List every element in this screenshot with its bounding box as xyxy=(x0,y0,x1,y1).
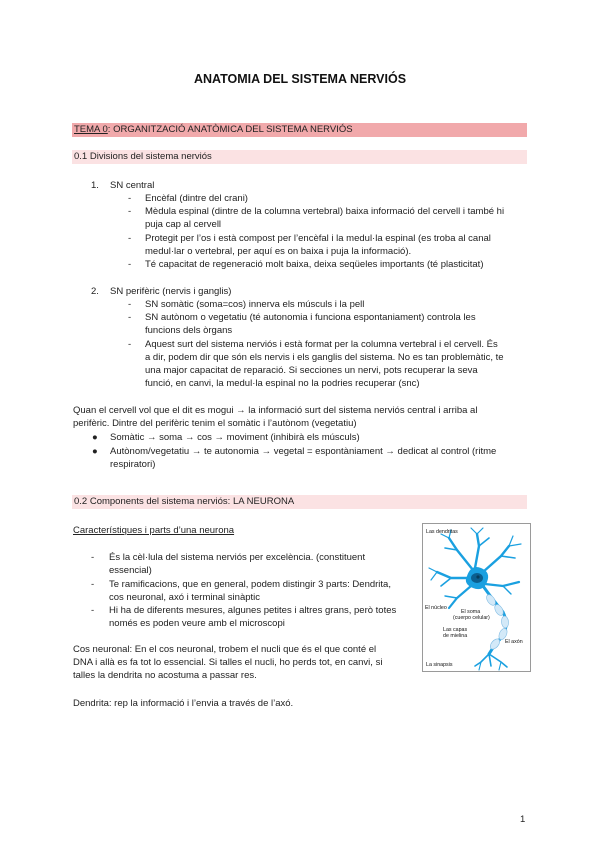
neuron-illustration xyxy=(423,524,530,671)
list1-number: 1. xyxy=(91,180,99,191)
circle-bullet-cont: respiratori) xyxy=(110,459,156,470)
paragraph-line: Quan el cervell vol que el dit es mogui → la informació surt del sistema nerviós central i arriba al xyxy=(73,405,478,416)
subsection-heading-neurona: 0.2 Components del sistema nerviós: LA NEURONA xyxy=(72,495,527,509)
label-axon: El axón xyxy=(505,639,523,645)
neuron-bullet-cont: essencial) xyxy=(109,565,152,576)
list2-bullet: Aquest surt del sistema nerviós i està format per la columna vertebral i el cervell. És xyxy=(145,339,498,350)
dash: - xyxy=(128,233,132,244)
neuron-heading: Característiques i parts d’una neurona xyxy=(73,525,235,536)
circle-bullet: Autònom/vegetatiu → te autonomia → vegetal = espontàniament → dedicat al control (ritme xyxy=(110,446,497,457)
list2-bullet-cont: a dir, podem dir que són els nervis i els ganglis del sistema. No es tan problemàtic, te xyxy=(145,352,504,363)
list2-bullet: SN somàtic (soma=cos) innerva els músculs i la pell xyxy=(145,299,365,310)
bullet-dot: ● xyxy=(92,432,98,443)
subsection-heading-divisions: 0.1 Divisions del sistema nerviós xyxy=(72,150,527,164)
dash: - xyxy=(128,312,132,323)
label-soma: El soma xyxy=(461,609,481,615)
page-title: ANATOMIA DEL SISTEMA NERVIÓS xyxy=(193,72,407,86)
label-sinapsis: La sinapsis xyxy=(426,662,453,668)
cos-neuronal-line: DNA i allà es fa tot lo essencial. Si talles el nucli, ho perds tot, en canvi, si xyxy=(73,657,383,668)
list1-bullet: Té capacitat de regeneració molt baixa, deixa seqüeles importants (té plasticitat) xyxy=(145,259,484,270)
dash: - xyxy=(128,339,132,350)
circle-bullet: Somàtic → soma → cos → moviment (inhibirà els músculs) xyxy=(110,432,360,443)
list1-bullet: Encèfal (dintre del crani) xyxy=(145,193,248,204)
cos-neuronal-line: talles la dendrita no acostuma a passar res. xyxy=(73,670,257,681)
dash: - xyxy=(91,605,95,616)
list1-heading: SN central xyxy=(110,180,155,191)
neuron-bullet-cont: només es poden veure amb el microscopi xyxy=(109,618,285,629)
list2-bullet: SN autònom o vegetatiu (té autonomia i funciona espontaniament) controla les xyxy=(145,312,476,323)
section-text: : ORGANITZACIÓ ANATÒMICA DEL SISTEMA NERVIÓS xyxy=(107,124,353,135)
list1-bullet: Mèdula espinal (dintre de la columna vertebral) baixa informació del cervell i també hi xyxy=(145,206,505,217)
cos-neuronal-line: Cos neuronal: En el cos neuronal, trobem el nucli que és el que conté el xyxy=(73,644,377,655)
section-prefix: TEMA 0 xyxy=(74,124,108,135)
neuron-bullet-cont: cos neuronal, axó i terminal sinàptic xyxy=(109,592,261,603)
page-number: 1 xyxy=(520,814,526,825)
dash: - xyxy=(128,259,132,270)
dash: - xyxy=(91,552,95,563)
bullet-dot: ● xyxy=(92,446,98,457)
label-mielina: de mielina xyxy=(443,633,468,639)
list2-number: 2. xyxy=(91,286,99,297)
dash: - xyxy=(128,206,132,217)
neuron-bullet: Hi ha de diferents mesures, algunes petites i altres grans, però totes xyxy=(109,605,397,616)
label-nucleo: El núcleo xyxy=(425,605,447,611)
list2-bullet-cont: una major capacitat de reparació. Si secciones un nervi, pots recuperar la seva xyxy=(145,365,478,376)
paragraph-line: perifèric. Dintre del perifèric tenim el somàtic i l’autònom (vegetatiu) xyxy=(73,418,357,429)
label-dendritas: Las dendritas xyxy=(426,529,458,535)
list2-bullet-cont: funció, en canvi, la medul·la espinal no la podries recuperar (snc) xyxy=(145,378,420,389)
neuron-figure xyxy=(422,523,531,672)
list2-bullet-cont: funcions dels òrgans xyxy=(145,325,233,336)
section-heading-tema0 xyxy=(72,123,527,137)
list1-bullet-cont: medul·lar o vertebral, per aquí es on baixa i puja la informació). xyxy=(145,246,412,257)
list1-bullet: Protegit per l’os i està compost per l’encèfal i la medul·la espinal (es troba al canal xyxy=(145,233,491,244)
dash: - xyxy=(128,299,132,310)
dash: - xyxy=(91,579,95,590)
dendrita-paragraph: Dendrita: rep la informació i l’envia a través de l’axó. xyxy=(73,698,294,709)
dash: - xyxy=(128,193,132,204)
neuron-bullet: Te ramificacions, que en general, podem distingir 3 parts: Dendrita, xyxy=(109,579,391,590)
label-capas: Las capas xyxy=(443,627,468,633)
list1-bullet-cont: puja cap al cervell xyxy=(145,219,222,230)
list2-heading: SN perifèric (nervis i ganglis) xyxy=(110,286,232,297)
neuron-bullet: És la cèl·lula del sistema nerviós per excelència. (constituent xyxy=(109,552,366,563)
label-soma-sub: (cuerpo celular) xyxy=(453,615,490,621)
